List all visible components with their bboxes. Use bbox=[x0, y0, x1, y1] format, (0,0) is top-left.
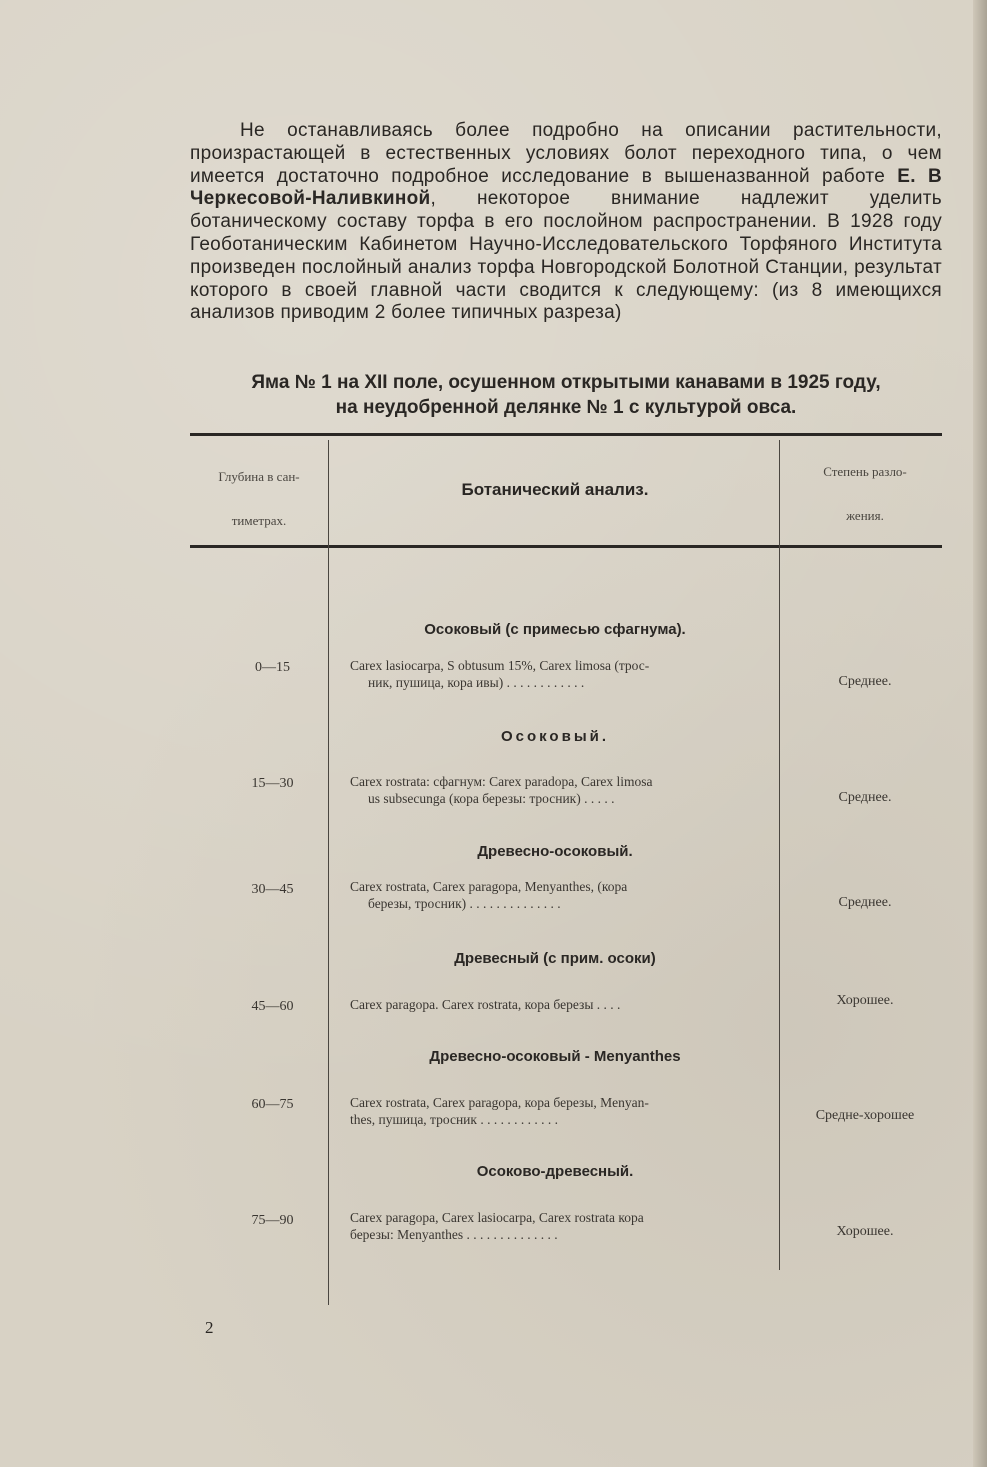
intro-author: Е. В Черкесовой-Наливкиной bbox=[190, 165, 942, 210]
intro-paragraph bbox=[190, 120, 942, 325]
composition-line: Carex rostrata, Carex paragopa, Menyanthes, (кора bbox=[350, 879, 628, 894]
composition-cell bbox=[350, 773, 775, 807]
column-divider-left bbox=[328, 440, 329, 1305]
intro-text-start: Не останавливаясь более подробно на описании растительности, произрастающей в естественных условиях болот переходного типа, о чем имеется достаточно подробное исследование в вышеназванной работе bbox=[190, 120, 942, 187]
degree-cell: Среднее. bbox=[838, 674, 892, 689]
composition-line: березы, тросник) . . . . . . . . . . . . . . bbox=[368, 896, 561, 911]
depth-cell: 15—30 bbox=[251, 776, 294, 791]
composition-cell bbox=[350, 878, 775, 912]
section-title: Осоково-древесный. bbox=[476, 1163, 634, 1180]
depth-cell: 75—90 bbox=[251, 1213, 294, 1228]
page-number: 2 bbox=[205, 1318, 214, 1337]
degree-cell: Средне-хорошее bbox=[815, 1108, 915, 1123]
section-title: Древесно-осоковый. bbox=[477, 843, 633, 860]
heading-line-1: Яма № 1 на XII поле, осушенном открытыми канавами в 1925 году, bbox=[251, 372, 881, 393]
degree-cell: Среднее. bbox=[838, 790, 892, 805]
intro-text-end: , некоторое внимание надлежит уделить ботаническому составу торфа в его послойном распространении. В 1928 году Геоботаническим Кабинетом Научно-Исследовательского Торфяного Института произведен послойный анализ торфа Новгородской Болотной Станции, результат которого в своей главной части сводится к следующему: (из 8 имеющихся анализов приводим 2 более типичных разреза) bbox=[190, 188, 942, 324]
column-header-analysis: Ботанический анализ. bbox=[461, 480, 649, 499]
depth-cell: 30—45 bbox=[251, 882, 294, 897]
composition-line: Carex paragopa. Carex rostrata, кора березы . . . . bbox=[350, 997, 621, 1012]
degree-cell: Хорошее. bbox=[836, 993, 894, 1008]
degree-cell: Хорошее. bbox=[836, 1224, 894, 1239]
composition-line: березы: Menyanthes . . . . . . . . . . . . . . bbox=[350, 1227, 558, 1242]
depth-cell: 0—15 bbox=[255, 660, 290, 675]
page-edge bbox=[973, 0, 987, 1467]
column-header-depth bbox=[190, 455, 328, 543]
composition-line: Carex paragopa, Carex lasiocarpa, Carex rostrata кора bbox=[350, 1210, 644, 1225]
composition-cell bbox=[350, 1094, 775, 1128]
column-header-degree-line-1: Степень разло- bbox=[823, 464, 907, 479]
table-heading bbox=[190, 370, 942, 420]
degree-cell: Среднее. bbox=[838, 895, 892, 910]
composition-line: us subsecunga (кора березы: тросник) . . . . . bbox=[368, 791, 615, 806]
depth-cell: 45—60 bbox=[251, 999, 294, 1014]
section-title: Осоковый. bbox=[500, 728, 610, 745]
heading-line-2: на неудобренной делянке № 1 с культурой овса. bbox=[335, 397, 797, 418]
section-title: Древесно-осоковый - Menyanthes bbox=[429, 1048, 681, 1065]
composition-line: Carex lasiocarpa, S obtusum 15%, Carex limosa (трос- bbox=[350, 658, 650, 673]
composition-line: ник, пушица, кора ивы) . . . . . . . . . . . . bbox=[368, 675, 585, 690]
column-header-degree-line-2: жения. bbox=[846, 508, 884, 523]
table-top-rule bbox=[190, 433, 942, 436]
section-title: Древесный (с прим. осоки) bbox=[454, 950, 656, 967]
table-header-rule bbox=[190, 545, 942, 548]
section-title: Осоковый (с примесью сфагнума). bbox=[424, 621, 686, 638]
composition-line: thes, пушица, тросник . . . . . . . . . . . . bbox=[350, 1112, 558, 1127]
column-header-degree bbox=[790, 450, 940, 538]
composition-cell bbox=[350, 657, 775, 691]
composition-cell bbox=[350, 1209, 775, 1243]
column-header-depth-line-1: Глубина в сан- bbox=[218, 469, 300, 484]
column-header-depth-line-2: тиметрах. bbox=[231, 513, 287, 528]
depth-cell: 60—75 bbox=[251, 1097, 294, 1112]
composition-line: Carex rostrata, Carex paragopa, кора березы, Menyan- bbox=[350, 1095, 649, 1110]
composition-cell bbox=[350, 996, 775, 1013]
composition-line: Carex rostrata: сфагнум: Carex paradopa, Carex limosa bbox=[350, 774, 653, 789]
